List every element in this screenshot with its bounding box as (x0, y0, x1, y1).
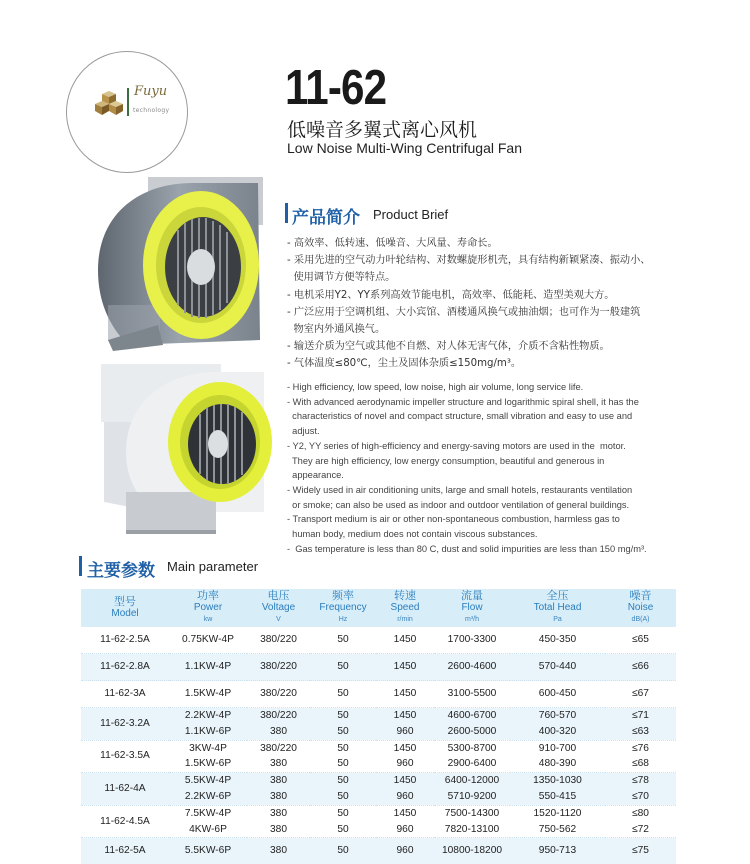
column-header: 噪音 Noise dB(A) (605, 589, 676, 627)
table-cell: 3100-5500 (434, 681, 510, 708)
table-cell: 1.5KW-4P (169, 681, 247, 708)
table-row (81, 773, 676, 789)
table-cell: 750-562 (538, 823, 577, 835)
table-row (81, 708, 676, 724)
brief-en-item: - Transport medium is air or other non-spontaneous combustion, harmless gas to (287, 514, 620, 525)
table-cell: 960 (376, 789, 434, 805)
cube-logo-icon (94, 90, 124, 118)
table-cell: 50 (310, 838, 376, 864)
brief-cn-item: - 高效率、低转速、低噪音、大风量、寿命长。 (287, 238, 498, 249)
table-cell: 1450 (376, 654, 434, 681)
table-cell: 380 (247, 773, 310, 789)
brief-en-item: appearance. (287, 470, 344, 481)
brief-list-en (287, 380, 687, 556)
table-cell: 7820-13100 (444, 823, 500, 835)
model-cell: 11-62-2.5A (100, 634, 150, 645)
table-row (81, 805, 676, 821)
table-cell: 1450 (393, 634, 417, 645)
table-cell: 50 (310, 708, 376, 724)
table-cell: 960 (396, 823, 414, 835)
model-number: 11-62 (285, 61, 387, 115)
logo-divider (127, 88, 129, 116)
table-cell: 1450 (376, 740, 434, 756)
table-cell: ≤72 (632, 823, 649, 835)
table-row (81, 822, 676, 838)
table-cell: ≤63 (605, 724, 676, 740)
column-header: 型号 Model (81, 589, 169, 627)
table-cell: 1520-1120 (510, 805, 605, 821)
brief-list-cn (287, 235, 707, 373)
table-cell: 50 (310, 740, 376, 756)
model-cell: 11-62-3.5A (81, 740, 169, 773)
table-cell: 1450 (376, 805, 434, 821)
table-cell: 50 (337, 634, 349, 645)
fan-photo-bottom (96, 362, 276, 534)
product-title-cn: 低噪音多翼式离心风机 (287, 119, 478, 141)
column-header: 全压 Total Head Pa (510, 589, 605, 627)
column-header: 流量 Flow m³/h (434, 589, 510, 627)
brand-name: Fuyu (134, 84, 168, 99)
table-cell: 50 (337, 823, 349, 835)
table-cell: 50 (310, 805, 376, 821)
table-cell: ≤70 (605, 789, 676, 805)
column-header: 功率 Power kw (169, 589, 247, 627)
table-cell: ≤66 (605, 654, 676, 681)
table-cell: 950-713 (510, 838, 605, 864)
table-cell: 380 (247, 805, 310, 821)
table-cell: 6400-12000 (434, 773, 510, 789)
brief-en-item: - With advanced aerodynamic impeller structure and logarithmic spiral shell, it has the (287, 396, 639, 407)
table-cell: 5.5KW-6P (169, 838, 247, 864)
table-cell: 4600-6700 (434, 708, 510, 724)
brief-en-item: human body, medium does not contain viscous substances. (287, 529, 538, 540)
table-cell: 600-450 (510, 681, 605, 708)
brief-cn-item: - 输送介质为空气或其他不自燃、对人体无害气体，介质不含粘性物质。 (287, 341, 610, 353)
table-cell: 50 (310, 654, 376, 681)
table-cell: 50 (337, 758, 349, 770)
table-row (81, 724, 676, 740)
table-cell: 960 (376, 838, 434, 864)
table-row (81, 789, 676, 805)
model-cell: 11-62-4.5A (81, 805, 169, 838)
brief-en-item: - Gas temperature is less than 80 C, dust and solid impurities are less than 150 mg/m³. (287, 543, 647, 554)
table-cell: 1450 (376, 708, 434, 724)
table-cell: 1450 (376, 681, 434, 708)
table-cell: 960 (396, 758, 414, 770)
table-cell: 2600-4600 (434, 654, 510, 681)
table-cell: 380 (247, 724, 310, 740)
table-cell: 380/220 (247, 654, 310, 681)
table-cell: 4KW-6P (189, 823, 227, 835)
brief-cn-item: - 电机采用Y2、YY系列高效节能电机，高效率、低能耗、造型美观大方。 (287, 289, 615, 301)
table-cell: 5.5KW-4P (169, 773, 247, 789)
model-cell: 11-62-2.8A (81, 654, 169, 681)
brief-en-item: They are high efficiency, low energy consumption, beautiful and generous in (287, 455, 605, 466)
table-header-row (81, 589, 676, 627)
section-marker (285, 203, 288, 223)
model-cell: 11-62-3.2A (81, 708, 169, 741)
table-row (81, 681, 676, 708)
table-body (81, 627, 676, 864)
table-cell: 2.2KW-4P (169, 708, 247, 724)
brief-en-item: adjust. (287, 426, 320, 437)
fan-photo-top (88, 175, 274, 353)
brief-cn-item: - 采用先进的空气动力叶轮结构、对数螺旋形机壳，具有结构新颖紧凑、振动小、 (287, 255, 651, 267)
brief-cn-item: - 气体温度≤80℃，尘土及固体杂质≤150mg/m³。 (287, 358, 522, 370)
brief-en-item: - Y2, YY series of high-efficiency and energy-saving motors are used in the motor. (287, 440, 626, 451)
table-cell: ≤67 (605, 681, 676, 708)
table-cell: 910-700 (510, 740, 605, 756)
table-cell: 1450 (376, 773, 434, 789)
table-row (81, 654, 676, 681)
table-cell: 50 (310, 724, 376, 740)
table-row (81, 740, 676, 756)
brief-title-cn: 产品简介 (292, 208, 360, 228)
table-cell: 1700-3300 (447, 634, 497, 645)
brand-tagline: technology (133, 107, 170, 114)
column-header: 频率 Frequency Hz (310, 589, 376, 627)
table-cell: ≤65 (632, 634, 649, 645)
column-header: 电压 Voltage V (247, 589, 310, 627)
column-header: 转速 Speed r/min (376, 589, 434, 627)
table-cell: 380/220 (247, 708, 310, 724)
brief-cn-item: 物室内外通风换气。 (287, 324, 386, 336)
brief-cn-item: - 广泛应用于空调机组、大小宾馆、酒楼通风换气或抽油烟；也可作为一般建筑 (287, 306, 641, 318)
table-cell: 3KW-4P (169, 740, 247, 756)
table-cell: 550-415 (510, 789, 605, 805)
table-cell: 380 (247, 838, 310, 864)
brief-en-item: - High efficiency, low speed, low noise, high air volume, long service life. (287, 382, 584, 392)
table-cell: ≤80 (605, 805, 676, 821)
table-cell: 10800-18200 (434, 838, 510, 864)
table-cell: 1350-1030 (510, 773, 605, 789)
brief-title-en: Product Brief (373, 207, 449, 222)
table-cell: 1.1KW-6P (169, 724, 247, 740)
brief-en-item: or smoke; can also be used as indoor and outdoor ventilation of general buildings. (287, 499, 630, 510)
table-cell: ≤75 (605, 838, 676, 864)
table-cell: 2900-6400 (447, 758, 497, 770)
table-cell: 7.5KW-4P (169, 805, 247, 821)
table-cell: 5300-8700 (434, 740, 510, 756)
table-cell: 7500-14300 (434, 805, 510, 821)
table-cell: 2600-5000 (434, 724, 510, 740)
table-cell: 380/220 (247, 740, 310, 756)
table-cell: 380/220 (247, 681, 310, 708)
model-cell: 11-62-3A (81, 681, 169, 708)
table-cell: 380 (270, 823, 287, 835)
product-title-en: Low Noise Multi-Wing Centrifugal Fan (287, 140, 522, 156)
params-title-cn: 主要参数 (87, 561, 155, 581)
parameter-table (81, 589, 676, 864)
table-row (81, 627, 676, 654)
table-cell: 380 (270, 758, 287, 770)
params-title-en: Main parameter (167, 559, 259, 574)
model-cell: 11-62-5A (81, 838, 169, 864)
section-marker (79, 556, 82, 576)
table-cell: 380/220 (260, 634, 297, 645)
table-cell: 50 (310, 681, 376, 708)
table-cell: 480-390 (538, 758, 577, 770)
table-row (81, 756, 676, 772)
table-cell: 760-570 (510, 708, 605, 724)
table-cell: 2.2KW-6P (169, 789, 247, 805)
table-cell: 400-320 (510, 724, 605, 740)
table-cell: ≤78 (605, 773, 676, 789)
table-cell: 450-350 (538, 634, 577, 645)
table-cell: 1.5KW-6P (184, 758, 232, 770)
model-cell: 11-62-4A (81, 773, 169, 806)
table-cell: 1.1KW-4P (169, 654, 247, 681)
table-cell: 50 (310, 789, 376, 805)
table-cell: ≤68 (632, 758, 649, 770)
table-cell: 50 (310, 773, 376, 789)
table-cell: 5710-9200 (434, 789, 510, 805)
brief-cn-item: 使用调节方便等特点。 (287, 272, 396, 284)
brief-en-item: characteristics of novel and compact structure, small vibration and easy to use and (287, 411, 633, 422)
table-cell: 570-440 (510, 654, 605, 681)
table-cell: 380 (247, 789, 310, 805)
table-cell: 0.75KW-4P (182, 634, 234, 645)
table-row (81, 838, 676, 864)
brief-en-item: - Widely used in air conditioning units, large and small hotels, restaurants ventilation (287, 484, 633, 495)
table-cell: ≤71 (605, 708, 676, 724)
table-cell: 960 (376, 724, 434, 740)
table-cell: ≤76 (605, 740, 676, 756)
